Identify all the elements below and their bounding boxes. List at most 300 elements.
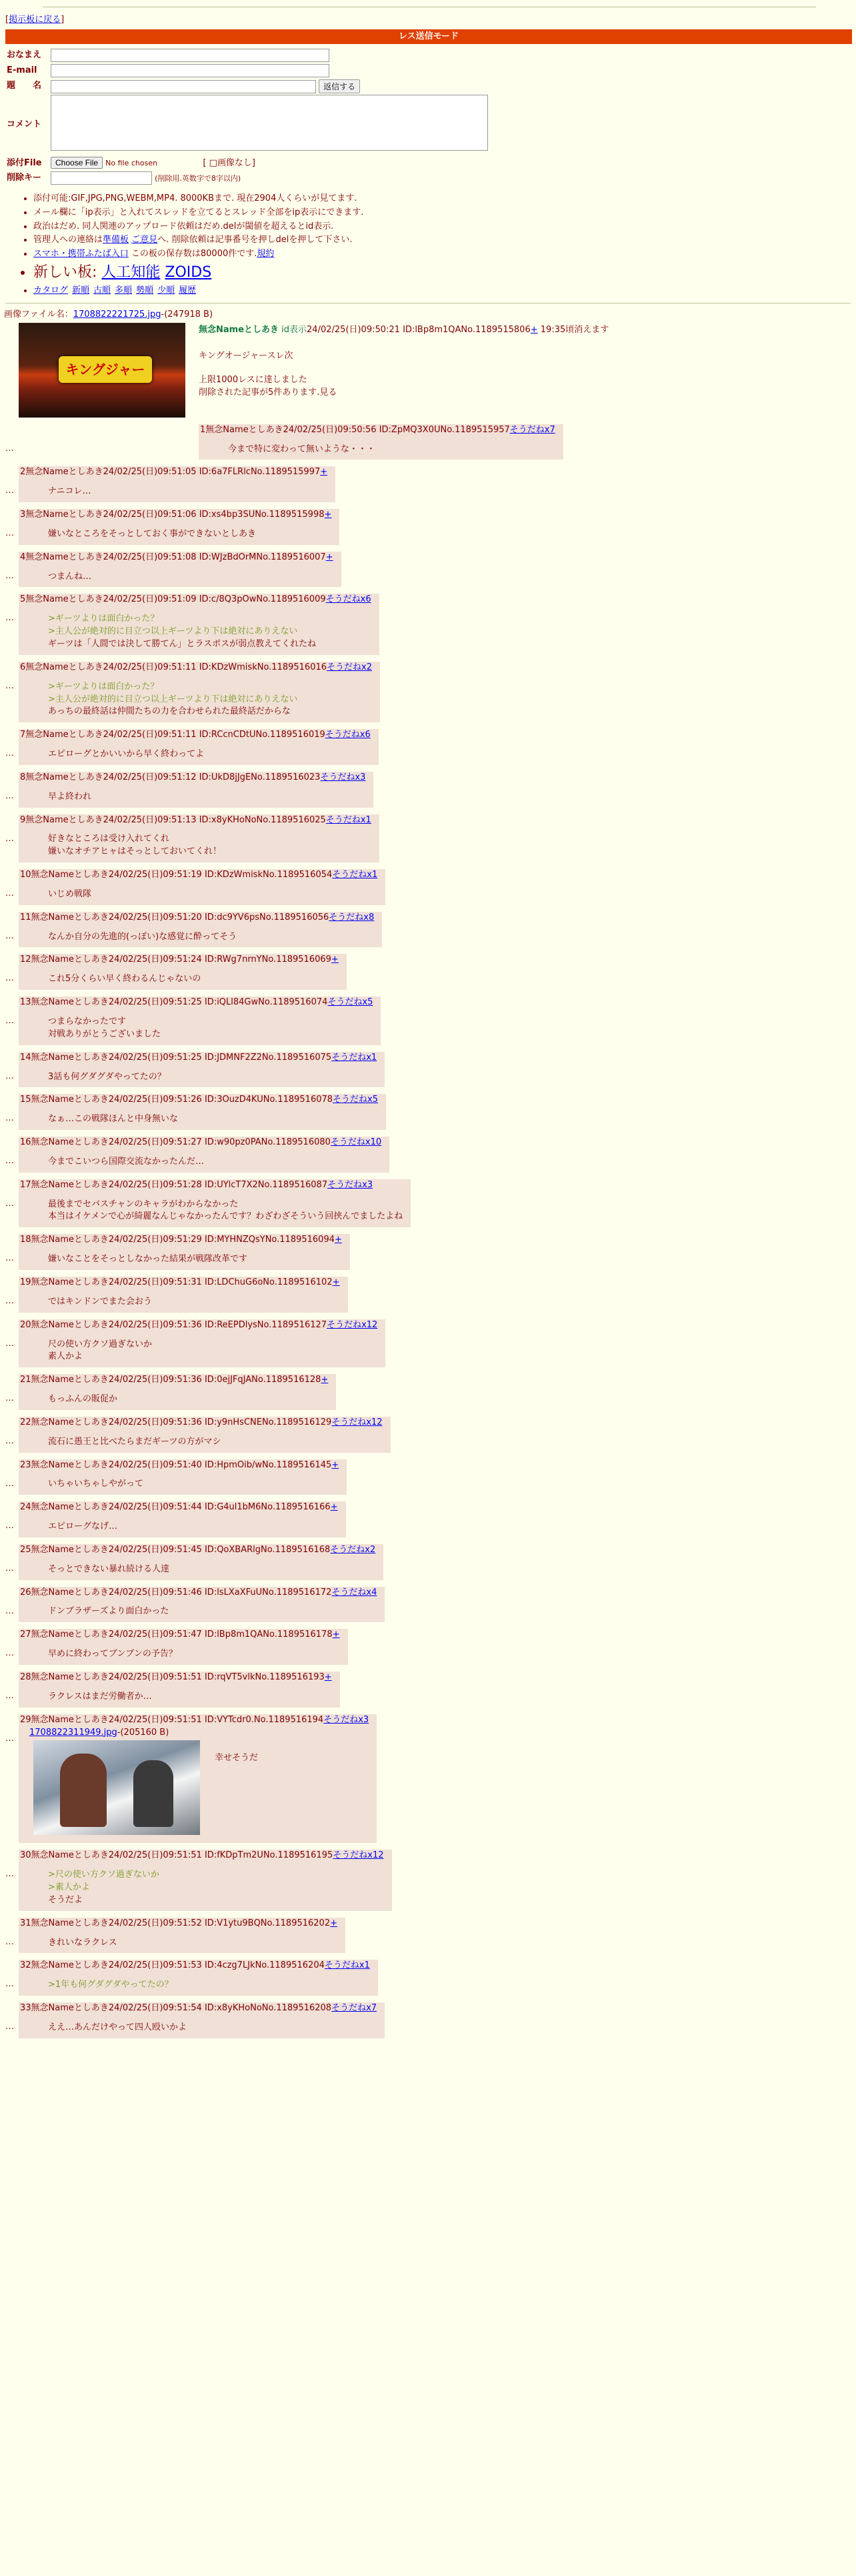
reply-header [20,1234,342,1247]
reply-number: 3 [20,510,26,520]
reply-header [20,1374,328,1387]
reply-message [48,748,371,761]
new-board-zoids-link[interactable]: ZOIDS [165,264,212,281]
rule-item: • 政治はだめ. 同人関連のアップロード依頼はだめ.delが閾値を超えるとid表示. [33,221,856,233]
reply-poster-name: 無念Nameとしあき [31,1277,109,1287]
reply-box [19,662,380,722]
reply-box [19,552,341,588]
reply-message [48,1156,381,1169]
reply-box [19,1714,377,1844]
reply-header [20,1629,340,1642]
reply-post [0,1179,856,1228]
reply-post [0,1672,856,1708]
reply-date: 24/02/25(日)09:51:45 [108,1544,202,1555]
reply-id[interactable]: ID:LDChuG6oNo.1189516102 [204,1277,333,1287]
reply-post [0,662,856,722]
reply-number: 30 [20,1850,31,1861]
soudane-button[interactable]: + [335,1235,342,1245]
message-line: ギーツは「人間では決して勝てん」とラスボスが弱点教えてくれたね [48,638,317,649]
soudane-button[interactable]: + [330,1502,338,1513]
reply-id[interactable]: ID:QoXBARlgNo.1189516168 [204,1544,331,1555]
reply-header [20,509,331,522]
reply-dots: … [5,613,14,624]
soudane-button[interactable]: そうだねx6 [325,594,371,605]
mobile-entry-link[interactable]: スマホ・携帯ふたば入口 [33,249,129,259]
reply-poster-name: 無念Nameとしあき [31,1417,109,1427]
reply-poster-name: 無念Nameとしあき [31,1459,109,1470]
reply-header [20,954,339,967]
reply-message [48,571,333,584]
reply-dots: … [5,1016,14,1027]
reply-dots: … [5,1393,14,1404]
reply-id[interactable]: ID:ZpMQ3X0UNo.1189515957 [379,424,510,435]
reply-date: 24/02/25(日)09:51:27 [108,1137,202,1148]
reply-date: 24/02/25(日)09:51:51 [108,1672,202,1683]
op-image-link[interactable]: 1708822221725.jpg [73,309,161,319]
reply-box [19,1374,336,1410]
reply-number: 27 [20,1630,31,1640]
reply-header [20,466,327,479]
message-line: 対戦ありがとうございました [48,1029,161,1039]
reply-id[interactable]: ID:JDMNF2Z2No.1189516075 [204,1052,332,1063]
reply-number: 9 [20,814,26,825]
reply-message [48,1563,375,1576]
reply-post [0,729,856,765]
submit-reply-button[interactable]: 返信する [319,79,360,93]
reply-header [20,1918,337,1930]
reply-date: 24/02/25(日)09:51:47 [108,1630,202,1640]
reply-header [20,869,377,882]
reply-message [48,613,371,651]
reply-post [0,1850,856,1910]
reply-id[interactable]: ID:fKDpTm2UNo.1189516195 [204,1850,333,1861]
soudane-button[interactable]: そうだねx12 [333,1850,384,1861]
reply-id[interactable]: ID:KDzWmiskNo.1189516016 [199,662,327,672]
reply-date: 24/02/25(日)09:51:31 [108,1277,202,1287]
no-image-checkbox[interactable]: [ □画像なし] [203,158,255,169]
reply-mode-banner: レス送信モード [5,29,852,44]
reply-date: 24/02/25(日)09:51:05 [103,467,197,478]
reply-date: 24/02/25(日)09:51:54 [108,2003,202,2014]
message-line: 早めに終わってブンブンの予告？ [48,1649,177,1660]
reply-box [19,1179,411,1228]
reply-box [199,424,563,460]
op-plus[interactable]: + [530,324,538,335]
reply-number: 11 [20,912,31,922]
reply-number: 5 [20,594,26,605]
message-line: 幸せそうだ [215,1753,259,1764]
reply-id[interactable]: ID:RWg7nrnYNo.1189516069 [204,954,331,965]
reply-date: 24/02/25(日)09:51:44 [108,1502,202,1513]
message-line: あっちの最終話は仲間たちの力を合わせられた最終話だからな [48,706,291,717]
message-line: ラクレスはまだ労働者か… [48,1691,152,1702]
reply-header [20,1459,339,1472]
reply-post [0,997,856,1045]
reply-number: 26 [20,1587,31,1597]
message-line: ナニコレ… [48,486,91,497]
reply-post [0,1459,856,1495]
message-line: エピローグなげ… [48,1521,118,1532]
message-line: 流石に愚王と比べたらまだギーツの方がマシ [48,1436,221,1447]
reply-dots: … [5,748,14,759]
reply-poster-name: 無念Nameとしあき [31,1235,109,1245]
soudane-button[interactable]: そうだねx10 [330,1137,382,1148]
comment-label: コメント [7,119,42,130]
comment-textarea[interactable] [51,95,488,151]
message-line: つまらなかったです [48,1017,127,1027]
soudane-button[interactable]: そうだねx3 [327,1179,373,1190]
reply-message [48,1937,337,1950]
reply-header [20,1417,383,1429]
reply-date: 24/02/25(日)09:51:12 [103,772,197,782]
reply-dots: … [5,1563,14,1573]
reply-poster-name: 無念Nameとしあき [31,912,109,922]
reply-date: 24/02/25(日)09:51:11 [103,730,197,740]
reply-header [20,594,371,606]
reply-box [19,1052,385,1088]
reply-box [19,1544,383,1580]
reply-dots: … [5,1733,14,1744]
reply-header [20,1672,332,1684]
soudane-button[interactable]: + [325,552,333,562]
reply-post [0,1544,856,1580]
reply-post [0,1094,856,1130]
reply-id[interactable]: ID:w90pz0PANo.1189516080 [204,1137,331,1148]
reply-number: 32 [20,1960,31,1971]
reply-message [48,1521,338,1533]
reply-post [0,1234,856,1270]
reply-date: 24/02/25(日)09:51:36 [108,1319,202,1330]
reply-id[interactable]: ID:RCcnCDtUNo.1189516019 [199,730,325,740]
reply-post [0,1052,856,1088]
soudane-button[interactable]: + [324,510,332,520]
sort-old-link[interactable]: 古順 [93,285,111,296]
reply-number: 29 [20,1714,31,1725]
soudane-button[interactable]: そうだねx6 [325,730,371,740]
reply-number: 8 [20,772,26,782]
reply-box [19,2002,385,2038]
sort-few-link[interactable]: 少順 [157,285,175,296]
name-input[interactable] [51,49,329,62]
soudane-button[interactable]: そうだねx7 [331,2003,377,2014]
reply-dots: … [5,973,14,984]
reply-message [48,1296,340,1309]
rule-item: • 管理人への連絡は準備板 ご意見へ. 削除依頼は記事番号を押しdelを押して下さい. [33,234,856,247]
reply-id[interactable]: ID:4czg7LJkNo.1189516204 [204,1960,325,1971]
message-line: そっとできない暴れ続ける人達 [48,1563,170,1574]
reply-header [20,662,372,674]
reply-id[interactable]: ID:HpmOib/wNo.1189516145 [204,1459,332,1470]
reply-date: 24/02/25(日)09:51:24 [108,954,202,965]
reply-post [0,1587,856,1623]
no-file-text: No file chosen [105,159,158,168]
reply-id[interactable]: ID:lBp8m1QANo.1189516178 [204,1630,333,1640]
reply-post [0,912,856,948]
soudane-button[interactable]: + [331,954,339,965]
soudane-button[interactable]: + [321,1375,329,1385]
reply-image-link[interactable]: 1708822311949.jpg [29,1727,117,1738]
reply-header [20,772,365,784]
catalog-link[interactable]: カタログ [33,285,69,296]
reply-number: 23 [20,1459,31,1470]
soudane-button[interactable]: そうだねx4 [331,1587,377,1597]
reply-header [20,997,373,1009]
terms-link[interactable]: 規約 [257,249,275,259]
reply-poster-name: 無念Nameとしあき [31,1714,109,1725]
quote-line: >素人かよ [48,1882,90,1893]
reply-header [20,1319,377,1332]
reply-date: 24/02/25(日)09:51:36 [108,1375,202,1385]
soudane-button[interactable]: そうだねx1 [325,814,371,825]
rule-item: • 添付可能:GIF,JPG,PNG,WEBM,MP4. 8000KBまで. 現在2904人くらいが見てます. [33,193,856,205]
back-nav: [掲示板に戻る] [5,15,65,25]
reply-number: 15 [20,1095,31,1105]
reply-id[interactable]: ID:KDzWmiskNo.1189516054 [204,870,333,880]
reply-dots: … [5,680,14,691]
message-line: 嫌いなことをそっとしなかった結果が戦隊改革です [48,1254,248,1265]
reply-dots: … [5,1605,14,1616]
reply-dots: … [5,1156,14,1167]
reply-box [19,466,335,502]
reply-message [48,888,377,901]
soudane-button[interactable]: そうだねx1 [331,1052,377,1063]
soudane-button[interactable]: + [331,1459,339,1470]
reply-message [48,1478,339,1491]
reply-number: 18 [20,1235,31,1245]
reply-dots: … [5,930,14,941]
reply-thumbnail[interactable] [33,1740,200,1835]
reply-form [5,48,489,186]
reply-id[interactable]: ID:lsLXaXFuUNo.1189516172 [204,1587,332,1597]
reply-post [0,594,856,654]
reply-poster-name: 無念Nameとしあき [25,730,103,740]
new-board-ai-link[interactable]: 人工知能 [101,264,161,281]
reply-id[interactable]: ID:G4ul1bM6No.1189516166 [204,1502,331,1513]
reply-poster-name: 無念Nameとしあき [31,870,109,880]
reply-date: 24/02/25(日)09:51:19 [108,870,202,880]
reply-dots: … [5,528,14,539]
reply-id[interactable]: ID:WJzBdOrMNo.1189516007 [199,552,326,562]
reply-poster-name: 無念Nameとしあき [31,1502,109,1513]
reply-box [19,729,379,765]
op-message: キングオージャースレ次 上限1000レスに達しました 削除された記事が5件あります.見る [199,350,337,398]
reply-box [19,1459,347,1495]
reply-id[interactable]: ID:y9nHsCNENo.1189516129 [204,1417,332,1427]
reply-poster-name: 無念Nameとしあき [31,1319,109,1330]
reply-post [0,1417,856,1453]
delete-key-input[interactable] [51,171,152,185]
soudane-button[interactable]: そうだねx7 [509,424,555,435]
reply-dots: … [5,1648,14,1659]
soudane-button[interactable]: そうだねx12 [327,1319,378,1330]
reply-id[interactable]: ID:3OuzD4KUNo.1189516078 [204,1095,333,1105]
new-boards: • 新しい板: 人工知能 ZOIDS [33,262,856,283]
reply-dots: … [5,1295,14,1306]
reply-post [0,954,856,990]
soudane-button[interactable]: そうだねx3 [320,772,366,782]
soudane-button[interactable]: そうだねx1 [324,1960,370,1971]
reply-poster-name: 無念Nameとしあき [31,1052,109,1063]
reply-id[interactable]: ID:0ejJFqJANo.1189516128 [204,1375,321,1385]
reply-box [19,954,347,990]
reply-id[interactable]: ID:MYHNZQsYNo.1189516094 [204,1235,335,1245]
reply-post [0,1137,856,1173]
reply-poster-name: 無念Nameとしあき [25,467,103,478]
reply-date: 24/02/25(日)09:51:06 [103,510,197,520]
message-line: そうだよ [48,1894,83,1905]
soudane-button[interactable]: + [330,1918,338,1928]
reply-id[interactable]: ID:VYTcdr0.No.1189516194 [204,1714,324,1725]
op-thumbnail[interactable] [19,323,185,418]
reply-id[interactable]: ID:UkD8jJgENo.1189516023 [199,772,321,782]
message-line: エピローグとかいいから早く終わってよ [48,749,205,760]
reply-date: 24/02/25(日)09:51:26 [108,1095,202,1105]
reply-date: 24/02/25(日)09:51:52 [108,1918,202,1928]
email-input[interactable] [51,64,329,77]
sort-momentum-link[interactable]: 勢順 [136,285,154,296]
reply-post [0,424,856,460]
soudane-button[interactable]: + [332,1630,340,1640]
message-line: 今まで特に変わって無いような・・・ [228,444,375,454]
message-line: 好きなところは受け入れてくれ [48,834,170,844]
sort-many-link[interactable]: 多順 [115,285,133,296]
reply-post [0,814,856,863]
reply-header [20,1137,381,1149]
reply-poster-name: 無念Nameとしあき [31,1137,109,1148]
reply-poster-name: 無念Nameとしあき [25,510,103,520]
quote-line: >ギーツよりは面白かった？ [48,614,159,624]
reply-date: 24/02/25(日)09:51:25 [108,997,202,1008]
reply-poster-name: 無念Nameとしあき [25,594,103,605]
soudane-button[interactable]: そうだねx5 [333,1095,378,1105]
feedback-link[interactable]: ご意見 [131,235,158,245]
reply-message [48,1339,377,1364]
soudane-button[interactable]: そうだねx5 [327,997,373,1008]
soudane-button[interactable]: そうだねx8 [329,912,375,922]
reply-number: 13 [20,997,31,1008]
reply-box [19,1137,389,1173]
message-line: ドンブラザーズより面白かった [48,1606,169,1617]
reply-date: 24/02/25(日)09:51:11 [103,662,197,672]
subject-input[interactable] [51,80,316,93]
reply-message [48,1605,377,1618]
reply-box [19,1960,378,1996]
soudane-button[interactable]: + [320,467,328,478]
board-rules [0,193,856,297]
back-to-board-link[interactable]: 掲示板に戻る [9,15,61,25]
reply-number: 6 [20,662,26,672]
reply-number: 33 [20,2003,31,2014]
reply-post [0,1374,856,1410]
reply-header [20,814,371,827]
message-line: ええ…あんだけやって四人殴いかよ [48,2022,187,2032]
reply-header [20,1277,340,1289]
reply-id[interactable]: ID:ReEPDlysNo.1189516127 [204,1319,327,1330]
reply-date: 24/02/25(日)09:51:51 [108,1714,202,1725]
reply-message [48,486,327,498]
reply-date: 24/02/25(日)09:51:53 [108,1960,202,1971]
subject-label: 題 名 [7,81,42,91]
reply-id[interactable]: ID:c/8Q3pOwNo.1189516009 [199,594,326,605]
quote-line: >1年も何グダグダやってたの？ [48,1980,173,1990]
soudane-button[interactable]: そうだねx1 [332,870,378,880]
reply-box [19,1501,346,1537]
reply-date: 24/02/25(日)09:51:28 [108,1179,202,1190]
prep-board-link[interactable]: 準備板 [103,235,129,245]
reply-header [20,552,333,564]
reply-id[interactable]: ID:iQLl84GwNo.1189516074 [204,997,328,1008]
reply-message [48,791,365,804]
reply-dots: … [5,1869,14,1880]
op-expire: 19:35頃消えます [540,324,609,335]
history-link[interactable]: 履歴 [179,285,197,296]
reply-id[interactable]: ID:rqVT5vlkNo.1189516193 [204,1672,325,1683]
soudane-button[interactable]: + [324,1672,332,1683]
soudane-button[interactable]: そうだねx2 [330,1544,376,1555]
reply-poster-name: 無念Nameとしあき [31,1672,109,1683]
reply-id[interactable]: ID:x8yKHoNoNo.1189516208 [204,2003,332,2014]
reply-header [20,1501,338,1514]
reply-dots: … [5,1979,14,1990]
reply-id[interactable]: ID:x8yKHoNoNo.1189516025 [199,814,326,825]
quote-line: >ギーツよりは面白かった？ [48,681,159,692]
delete-key-label: 削除キー [7,173,42,183]
reply-post [0,772,856,808]
reply-number: 12 [20,954,31,965]
reply-id[interactable]: ID:6a7FLRlcNo.1189515997 [199,467,321,478]
reply-dots: … [5,1435,14,1446]
reply-box [19,997,381,1045]
message-line: いじめ戦隊 [48,888,92,899]
soudane-button[interactable]: そうだねx2 [327,662,372,672]
reply-dots: … [5,790,14,801]
choose-file-button[interactable]: Choose File [51,157,103,169]
reply-id[interactable]: ID:dc9YV6psNo.1189516056 [204,912,329,922]
sort-new-link[interactable]: 新順 [72,285,90,296]
reply-post [0,1629,856,1665]
message-line: なんか自分の先進的(っぽい)な感覚に酔ってそう [48,931,237,942]
reply-header [20,1094,378,1107]
soudane-button[interactable]: + [332,1277,340,1287]
reply-post [0,1319,856,1368]
message-line: 尺の使い方クソ過ぎないか [48,1339,153,1349]
reply-poster-name: 無念Nameとしあき [31,1850,109,1861]
op-id[interactable]: ID:lBp8m1QANo.1189515806 [403,324,531,335]
message-line: 最後までセバスチャンのキャラがわからなかった [48,1199,239,1209]
soudane-button[interactable]: そうだねx12 [331,1417,383,1427]
reply-box [19,772,373,808]
reply-number: 25 [20,1544,31,1555]
reply-post [0,1918,856,1954]
catalog-links [33,285,856,297]
reply-dots: … [5,1691,14,1702]
reply-id[interactable]: ID:xs4bp3SUNo.1189515998 [199,510,325,520]
reply-poster-name: 無念Nameとしあき [25,814,103,825]
reply-id[interactable]: ID:V1ytu9BQNo.1189516202 [204,1918,331,1928]
message-line: なぁ…この戦隊ほんと中身無いな [48,1114,179,1125]
reply-id[interactable]: ID:UYlcT7X2No.1189516087 [204,1179,328,1190]
reply-post [0,552,856,588]
reply-message [48,2022,377,2034]
reply-post [0,1714,856,1844]
reply-date: 24/02/25(日)09:51:51 [108,1850,202,1861]
reply-poster-name: 無念Nameとしあき [205,424,283,435]
reply-message [48,681,372,719]
reply-dots: … [5,888,14,899]
soudane-button[interactable]: そうだねx3 [323,1714,369,1725]
quote-line: >主人公が絶対的に目立つ以上ギーツより下は絶対にありえない [48,626,298,637]
reply-poster-name: 無念Nameとしあき [31,1587,109,1597]
